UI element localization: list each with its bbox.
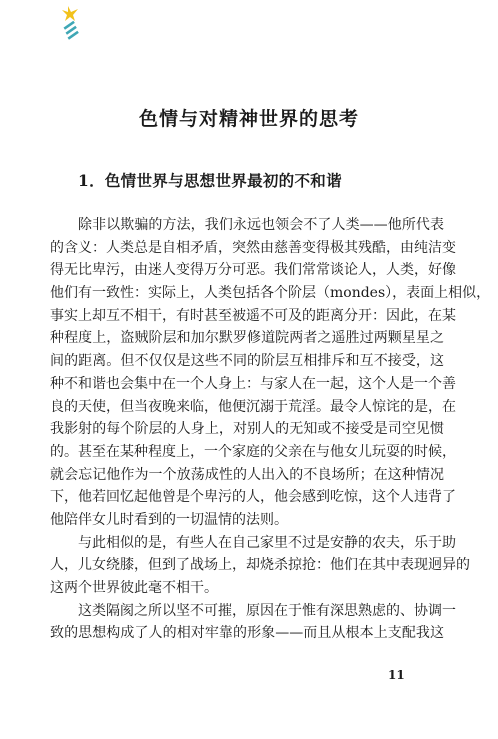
body-text (50, 214, 491, 645)
chapter-title: 色情与对精神世界的思考 (138, 108, 359, 130)
text-line: 人，儿女绕膝，但到了战场上，却烧杀掠抢：他们在其中表现迥异的 (50, 557, 470, 574)
text-line: 间的距离。但不仅仅是这些不同的阶层互相排斥和互不接受，这 (50, 353, 444, 370)
text-line: 就会忘记他作为一个放荡成性的人出入的不良场所；在这种情况 (50, 466, 444, 483)
text-line: 他们有一致性：实际上，人类包括各个阶层（mondes），表面上相似， (50, 285, 491, 302)
text-line: 他陪伴女儿时看到的一切温情的法则。 (50, 511, 288, 528)
text-line: 的。甚至在某种程度上，一个家庭的父亲在与他女儿玩耍的时候， (50, 443, 456, 460)
publisher-logo-icon (62, 6, 82, 40)
text-line: 下，他若回忆起他曾是个卑污的人，他会感到吃惊，这个人违背了 (50, 489, 456, 506)
text-line: 致的思想构成了人的相对牢靠的形象——而且从根本上支配我这 (50, 625, 444, 642)
text-line: 得无比卑污，由迷人变得万分可恶。我们常常谈论人，人类，好像 (50, 262, 456, 279)
page-number: 11 (388, 668, 405, 682)
text-line: 这类隔阂之所以坚不可摧，原因在于惟有深思熟虑的、协调一 (78, 602, 456, 619)
section-heading: 1．色情世界与思想世界最初的不和谐 (78, 171, 342, 190)
text-line: 我影射的每个阶层的人身上，对别人的无知或不接受是司空见惯 (50, 421, 444, 438)
text-line: 的含义：人类总是自相矛盾，突然由慈善变得极其残酷，由纯洁变 (50, 239, 456, 256)
text-line: 种不和谐也会集中在一个人身上：与家人在一起，这个人是一个善 (50, 375, 456, 392)
text-line: 事实上却互不相干，有时甚至被遥不可及的距离分开：因此，在某 (50, 307, 456, 324)
text-line: 与此相似的是，有些人在自己家里不过是安静的农夫，乐于助 (78, 534, 456, 551)
text-line: 除非以欺骗的方法，我们永远也领会不了人类——他所代表 (78, 217, 444, 233)
text-line: 种程度上，盗贼阶层和加尔默罗修道院两者之遥胜过两颗星星之 (50, 330, 444, 347)
text-line: 良的天使，但当夜晚来临，他便沉溺于荒淫。最令人惊诧的是，在 (50, 398, 456, 415)
text-line: 这两个世界彼此毫不相干。 (50, 580, 218, 596)
